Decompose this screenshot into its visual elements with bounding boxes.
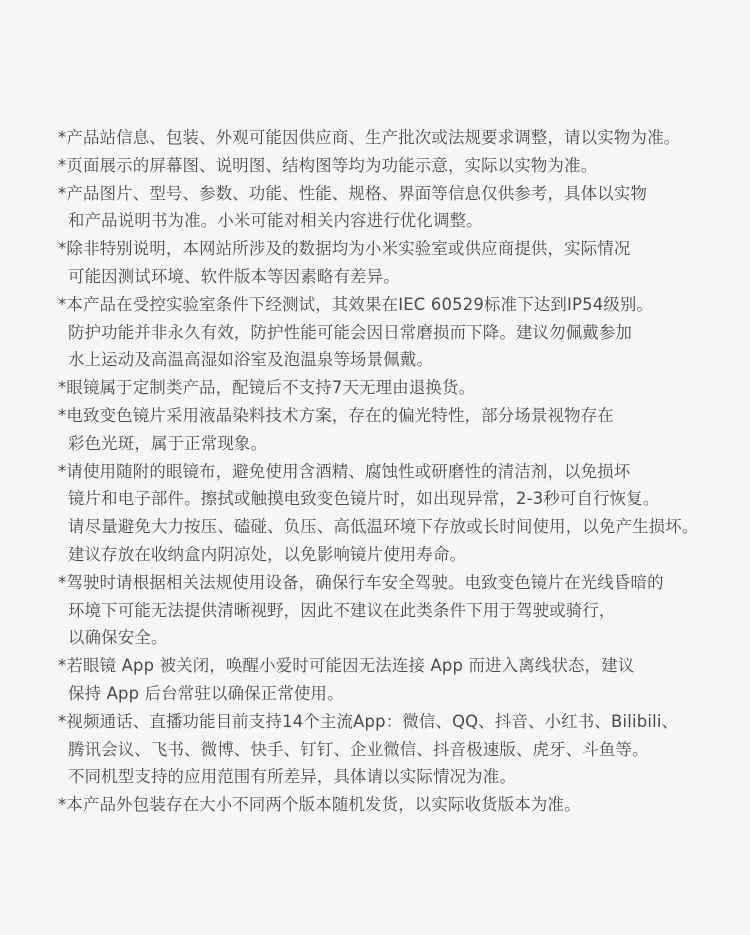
note-line: 建议存放在收纳盒内阴凉处，以免影响镜片使用寿命。 (68, 544, 467, 564)
note-line: *视频通话、直播功能目前支持14个主流App：微信、QQ、抖音、小红书、Bilibili、 (58, 711, 679, 731)
note-line: 以确保安全。 (68, 628, 168, 648)
note-line: *产品站信息、包装、外观可能因供应商、生产批次或法规要求调整，请以实物为准。 (58, 128, 681, 147)
disclaimer-item-3 (58, 180, 718, 236)
note-line: 镜片和电子部件。擦拭或触摸电致变色镜片时，如出现异常，2-3秒可自行恢复。 (68, 489, 660, 509)
note-line: 请尽量避免大力按压、磕碰、负压、高低温环境下存放或长时间使用，以免产生损坏。 (68, 517, 699, 537)
note-line: *驾驶时请根据相关法规使用设备，确保行车安全驾驶。电致变色镜片在光线昏暗的 (58, 572, 664, 592)
note-line: *本产品外包装存在大小不同两个版本随机发货，以实际收货版本为准。 (58, 795, 581, 815)
note-line: *眼镜属于定制类产品，配镜后不支持7天无理由退换货。 (58, 378, 476, 398)
disclaimer-item-9 (58, 569, 718, 652)
note-line: *若眼镜 App 被关闭，唤醒小爱时可能因无法连接 App 而进入离线状态，建议 (58, 656, 635, 676)
note-line: *产品图片、型号、参数、功能、性能、规格、界面等信息仅供参考，具体以实物 (58, 183, 648, 203)
note-line: 不同机型支持的应用范围有所差异，具体请以实际情况为准。 (68, 767, 516, 787)
disclaimer-item-12 (58, 791, 718, 819)
note-line: 环境下可能无法提供清晰视野，因此不建议在此类条件下用于驾驶或骑行， (68, 600, 616, 620)
note-line: 水上运动及高温高湿如浴室及泡温泉等场景佩戴。 (68, 350, 433, 370)
note-line: *页面展示的屏幕图、说明图、结构图等均为功能示意，实际以实物为准。 (58, 155, 598, 175)
disclaimer-item-8 (58, 458, 718, 569)
note-line: *请使用随附的眼镜布，避免使用含酒精、腐蚀性或研磨性的清洁剂，以免损坏 (58, 461, 631, 481)
disclaimer-item-5 (58, 291, 718, 374)
disclaimer-list (58, 124, 718, 819)
note-line: 可能因测试环境、软件版本等因素略有差异。 (68, 266, 400, 286)
note-line: 彩色光斑，属于正常现象。 (68, 433, 268, 453)
disclaimer-item-4 (58, 235, 718, 291)
note-line: *除非特别说明，本网站所涉及的数据均为小米实验室或供应商提供，实际情况 (58, 239, 631, 259)
note-line: 腾讯会议、飞书、微博、快手、钉钉、企业微信、抖音极速版、虎牙、斗鱼等。 (68, 739, 649, 759)
disclaimer-item-2 (58, 152, 718, 180)
note-line: 保持 App 后台常驻以确保正常使用。 (68, 683, 344, 703)
note-line: *电致变色镜片采用液晶染料技术方案，存在的偏光特性，部分场景视物存在 (58, 405, 614, 425)
note-line: *本产品在受控实验室条件下经测试，其效果在IEC 60529标准下达到IP54级别。 (58, 294, 654, 314)
disclaimer-item-1 (58, 124, 718, 152)
disclaimer-item-6 (58, 374, 718, 402)
note-line: 防护功能并非永久有效，防护性能可能会因日常磨损而下降。建议勿佩戴参加 (68, 322, 633, 342)
disclaimer-item-7 (58, 402, 718, 458)
disclaimer-item-10 (58, 652, 718, 708)
disclaimer-item-11 (58, 708, 718, 791)
note-line: 和产品说明书为准。小米可能对相关内容进行优化调整。 (68, 211, 483, 231)
